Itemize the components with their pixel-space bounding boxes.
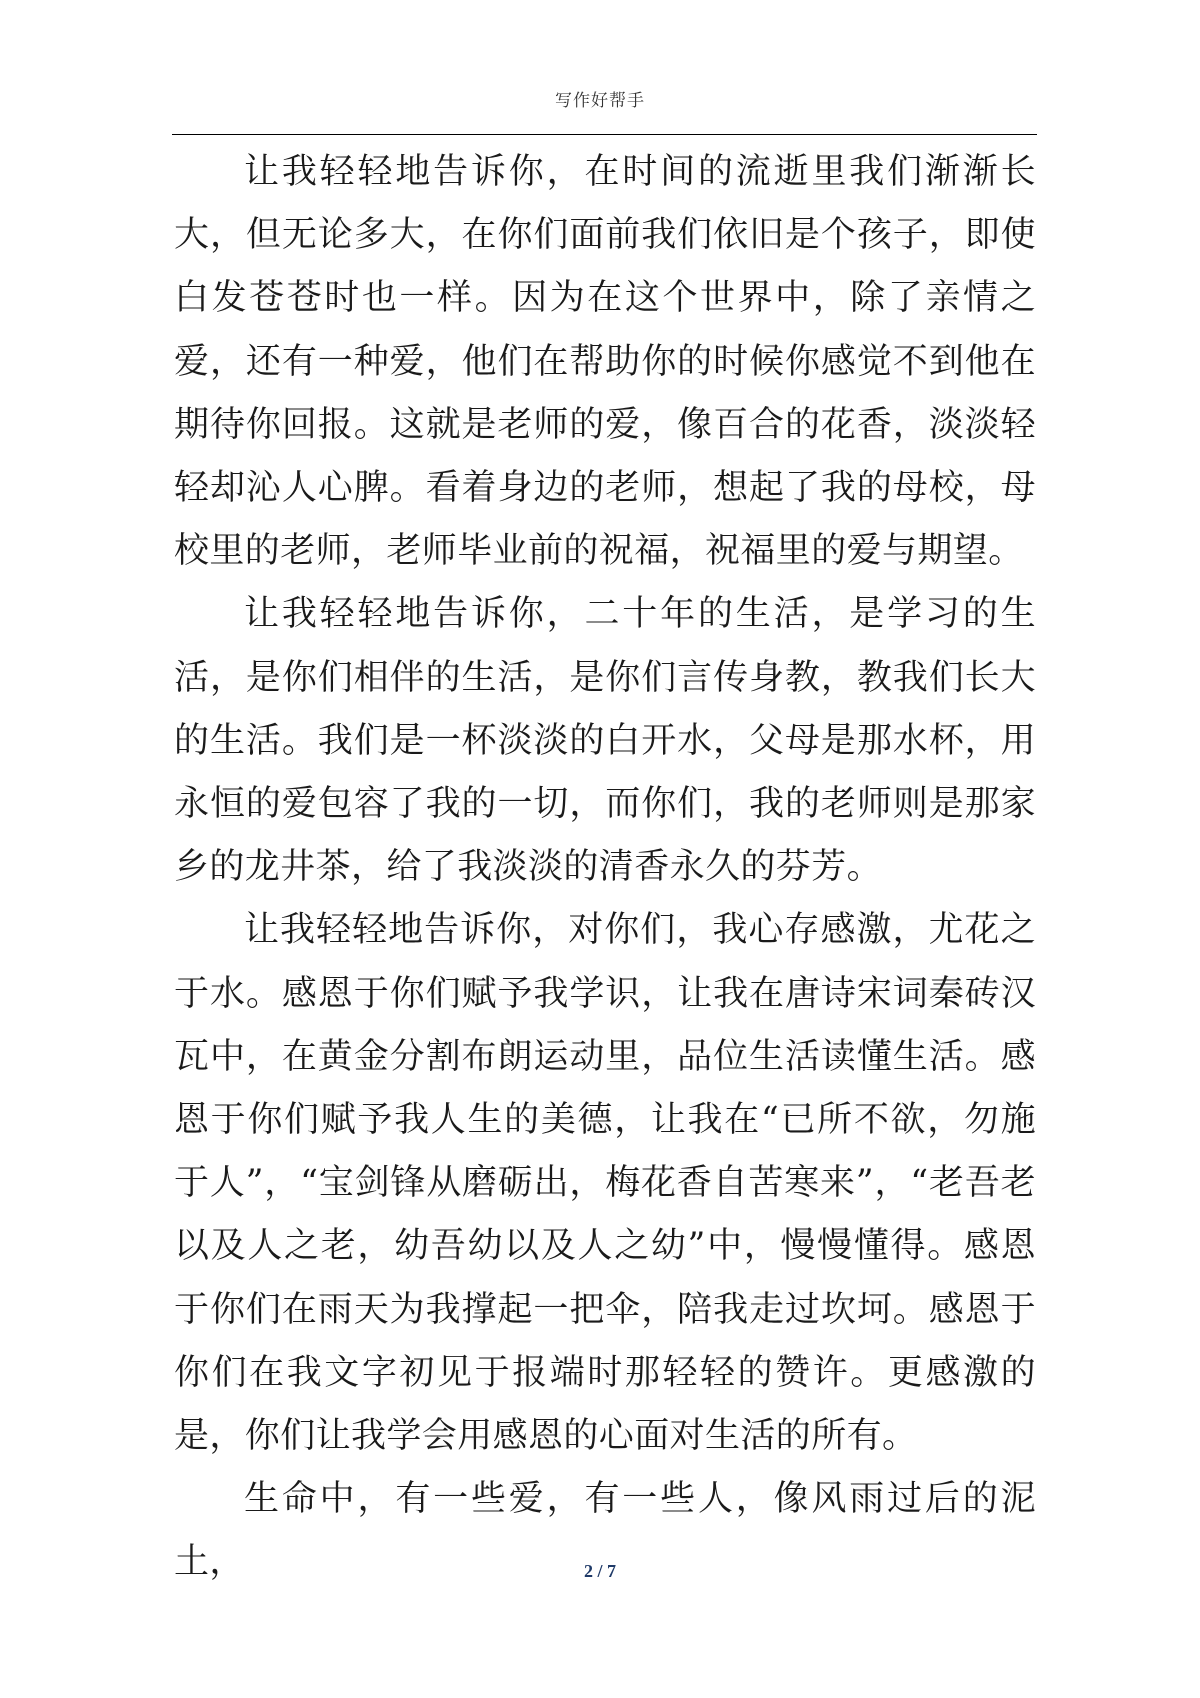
paragraph: 让我轻轻地告诉你，对你们，我心存感激，尤花之于水。感恩于你们赋予我学识，让我在唐诗宋词秦砖汉瓦中，在黄金分割布朗运动里，品位生活读懂生活。感恩于你们赋予我人生的美德，让我在“已所不欲，勿施于人”，“宝剑锋从磨砺出，梅花香自苦寒来”，“老吾老以及人之老，幼吾幼以及人之幼”中，慢慢懂得。感恩于你们在雨天为我撑起一把伞，陪我走过坎坷。感恩于你们在我文字初见于报端时那轻轻的赞许。更感激的是，你们让我学会用感恩的心面对生活的所有。 [174,910,1036,1457]
header-divider [172,134,1037,135]
page-header-title: 写作好帮手 [555,91,645,111]
paragraph: 让我轻轻地告诉你，二十年的生活，是学习的生活，是你们相伴的生活，是你们言传身教，教我们长大的生活。我们是一杯淡淡的白开水，父母是那水杯，用永恒的爱包容了我的一切，而你们，我的老师则是那家乡的龙井茶，给了我淡淡的清香永久的芬芳。 [174,594,1036,888]
paragraph: 生命中，有一些爱，有一些人，像风雨过后的泥土， [174,1479,1036,1583]
paragraph: 让我轻轻地告诉你，在时间的流逝里我们渐渐长大，但无论多大，在你们面前我们依旧是个孩子，即使白发苍苍时也一样。因为在这个世界中，除了亲情之爱，还有一种爱，他们在帮助你的时候你感觉不到他在期待你回报。这就是老师的爱，像百合的花香，淡淡轻轻却沁人心脾。看着身边的老师，想起了我的母校，母校里的老师，老师毕业前的祝福，祝福里的爱与期望。 [174,152,1036,572]
document-body [174,141,1036,1595]
page-number: 2 / 7 [583,1561,616,1581]
